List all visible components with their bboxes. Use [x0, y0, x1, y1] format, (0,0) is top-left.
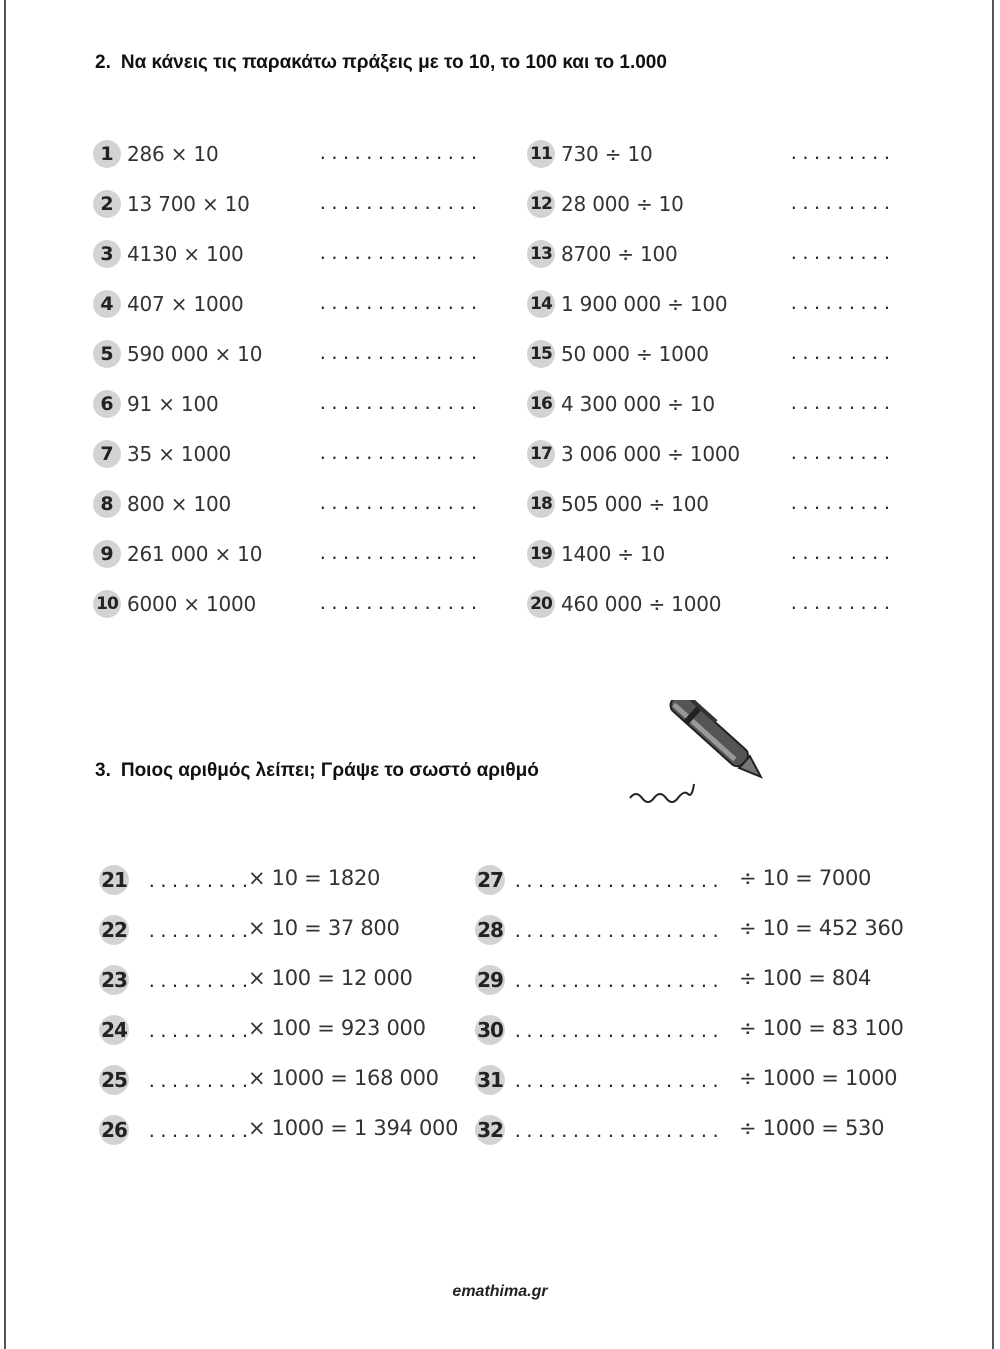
missing-number-row-31 — [475, 1064, 915, 1096]
exercise-number-badge: 26 — [99, 1115, 129, 1145]
answer-blank[interactable]: ......... — [789, 594, 894, 613]
answer-blank[interactable]: ......... — [789, 494, 894, 513]
exercise-number-badge: 23 — [99, 965, 129, 995]
exercise-number-badge: 18 — [527, 490, 555, 518]
equation-right-side: ÷ 10 = 452 360 — [739, 916, 904, 940]
exercise-row-2 — [93, 188, 493, 220]
missing-number-blank[interactable]: .................. — [513, 1022, 723, 1041]
exercise-expression: 460 000 ÷ 1000 — [561, 592, 722, 616]
missing-number-blank[interactable]: ......... — [147, 922, 252, 941]
exercise-expression: 4130 × 100 — [127, 242, 244, 266]
answer-blank[interactable]: .............. — [318, 144, 481, 163]
equation-right-side: × 10 = 1820 — [248, 866, 381, 890]
missing-number-row-23 — [99, 964, 469, 996]
exercise-number-badge: 21 — [99, 865, 129, 895]
exercise-number-badge: 2 — [93, 190, 121, 218]
missing-number-row-21 — [99, 864, 469, 896]
missing-number-blank[interactable]: .................. — [513, 872, 723, 891]
exercise-number-badge: 25 — [99, 1065, 129, 1095]
exercise-expression: 800 × 100 — [127, 492, 232, 516]
exercise-number-badge: 17 — [527, 440, 555, 468]
exercise-row-14 — [527, 288, 907, 320]
section-3-heading — [95, 760, 539, 782]
equation-right-side: × 1000 = 1 394 000 — [248, 1116, 459, 1140]
equation-right-side: × 100 = 923 000 — [248, 1016, 426, 1040]
exercise-row-3 — [93, 238, 493, 270]
exercise-number-badge: 15 — [527, 340, 555, 368]
exercise-number-badge: 4 — [93, 290, 121, 318]
missing-number-blank[interactable]: ......... — [147, 1022, 252, 1041]
exercise-expression: 730 ÷ 10 — [561, 142, 653, 166]
exercise-row-19 — [527, 538, 907, 570]
exercise-expression: 13 700 × 10 — [127, 192, 250, 216]
missing-number-blank[interactable]: ......... — [147, 972, 252, 991]
missing-number-row-22 — [99, 914, 469, 946]
answer-blank[interactable]: ......... — [789, 444, 894, 463]
exercise-number-badge: 7 — [93, 440, 121, 468]
missing-number-row-26 — [99, 1114, 469, 1146]
exercise-number-badge: 13 — [527, 240, 555, 268]
exercise-row-15 — [527, 338, 907, 370]
exercise-expression: 407 × 1000 — [127, 292, 244, 316]
answer-blank[interactable]: .............. — [318, 244, 481, 263]
equation-right-side: ÷ 10 = 7000 — [739, 866, 872, 890]
exercise-row-20 — [527, 588, 907, 620]
missing-number-blank[interactable]: .................. — [513, 1122, 723, 1141]
exercise-expression: 261 000 × 10 — [127, 542, 263, 566]
exercise-row-6 — [93, 388, 493, 420]
answer-blank[interactable]: .............. — [318, 394, 481, 413]
exercise-expression: 50 000 ÷ 1000 — [561, 342, 709, 366]
section-3-title: Ποιος αριθμός λείπει; Γράψε το σωστό αριθμό — [120, 760, 539, 781]
page-border-left — [4, 0, 6, 1349]
missing-number-blank[interactable]: ......... — [147, 872, 252, 891]
exercise-expression: 4 300 000 ÷ 10 — [561, 392, 715, 416]
exercise-expression: 505 000 ÷ 100 — [561, 492, 709, 516]
exercise-row-13 — [527, 238, 907, 270]
footer-site: emathima.gr — [452, 1283, 548, 1300]
missing-number-blank[interactable]: .................. — [513, 972, 723, 991]
answer-blank[interactable]: .............. — [318, 294, 481, 313]
answer-blank[interactable]: ......... — [789, 344, 894, 363]
exercise-number-badge: 5 — [93, 340, 121, 368]
exercise-number-badge: 28 — [475, 915, 505, 945]
exercise-number-badge: 31 — [475, 1065, 505, 1095]
exercise-expression: 6000 × 1000 — [127, 592, 257, 616]
exercise-row-9 — [93, 538, 493, 570]
exercise-row-16 — [527, 388, 907, 420]
exercise-number-badge: 16 — [527, 390, 555, 418]
exercise-expression: 1400 ÷ 10 — [561, 542, 666, 566]
answer-blank[interactable]: .............. — [318, 194, 481, 213]
missing-number-row-32 — [475, 1114, 915, 1146]
pen-icon — [625, 700, 775, 805]
exercise-number-badge: 22 — [99, 915, 129, 945]
missing-number-blank[interactable]: .................. — [513, 922, 723, 941]
exercise-number-badge: 11 — [527, 140, 555, 168]
answer-blank[interactable]: .............. — [318, 494, 481, 513]
answer-blank[interactable]: ......... — [789, 394, 894, 413]
exercise-number-badge: 10 — [93, 590, 121, 618]
missing-number-blank[interactable]: ......... — [147, 1122, 252, 1141]
exercise-row-17 — [527, 438, 907, 470]
missing-number-row-25 — [99, 1064, 469, 1096]
exercise-number-badge: 30 — [475, 1015, 505, 1045]
answer-blank[interactable]: ......... — [789, 294, 894, 313]
exercise-number-badge: 3 — [93, 240, 121, 268]
answer-blank[interactable]: ......... — [789, 144, 894, 163]
equation-right-side: ÷ 1000 = 1000 — [739, 1066, 898, 1090]
exercise-row-12 — [527, 188, 907, 220]
exercise-number-badge: 14 — [527, 290, 555, 318]
exercise-expression: 590 000 × 10 — [127, 342, 263, 366]
exercise-number-badge: 19 — [527, 540, 555, 568]
exercise-row-10 — [93, 588, 493, 620]
section-2-title: Να κάνεις τις παρακάτω πράξεις με το 10, το 100 και το 1.000 — [120, 52, 667, 73]
answer-blank[interactable]: ......... — [789, 544, 894, 563]
section-2-number: 2. — [95, 52, 111, 73]
exercise-expression: 35 × 1000 — [127, 442, 232, 466]
exercise-row-4 — [93, 288, 493, 320]
equation-right-side: ÷ 1000 = 530 — [739, 1116, 885, 1140]
missing-number-row-24 — [99, 1014, 469, 1046]
equation-right-side: ÷ 100 = 83 100 — [739, 1016, 904, 1040]
exercise-number-badge: 20 — [527, 590, 555, 618]
exercise-row-11 — [527, 138, 907, 170]
exercise-row-5 — [93, 338, 493, 370]
answer-blank[interactable]: .............. — [318, 544, 481, 563]
exercise-expression: 28 000 ÷ 10 — [561, 192, 684, 216]
exercise-row-8 — [93, 488, 493, 520]
missing-number-row-28 — [475, 914, 915, 946]
missing-number-blank[interactable]: ......... — [147, 1072, 252, 1091]
equation-right-side: × 100 = 12 000 — [248, 966, 413, 990]
section-3-number: 3. — [95, 760, 111, 781]
exercise-number-badge: 29 — [475, 965, 505, 995]
equation-right-side: ÷ 100 = 804 — [739, 966, 872, 990]
exercise-row-1 — [93, 138, 493, 170]
equation-right-side: × 1000 = 168 000 — [248, 1066, 439, 1090]
exercise-number-badge: 24 — [99, 1015, 129, 1045]
exercise-row-18 — [527, 488, 907, 520]
missing-number-row-29 — [475, 964, 915, 996]
answer-blank[interactable]: .............. — [318, 444, 481, 463]
exercise-expression: 286 × 10 — [127, 142, 219, 166]
exercise-row-7 — [93, 438, 493, 470]
answer-blank[interactable]: .............. — [318, 344, 481, 363]
exercise-number-badge: 9 — [93, 540, 121, 568]
answer-blank[interactable]: ......... — [789, 194, 894, 213]
exercise-number-badge: 6 — [93, 390, 121, 418]
section-2-heading — [95, 52, 667, 74]
exercise-number-badge: 1 — [93, 140, 121, 168]
page-border-right — [992, 0, 994, 1349]
answer-blank[interactable]: ......... — [789, 244, 894, 263]
exercise-number-badge: 32 — [475, 1115, 505, 1145]
exercise-expression: 3 006 000 ÷ 1000 — [561, 442, 740, 466]
exercise-number-badge: 12 — [527, 190, 555, 218]
missing-number-row-30 — [475, 1014, 915, 1046]
missing-number-blank[interactable]: .................. — [513, 1072, 723, 1091]
exercise-number-badge: 27 — [475, 865, 505, 895]
exercise-number-badge: 8 — [93, 490, 121, 518]
equation-right-side: × 10 = 37 800 — [248, 916, 400, 940]
answer-blank[interactable]: .............. — [318, 594, 481, 613]
exercise-expression: 8700 ÷ 100 — [561, 242, 678, 266]
exercise-expression: 1 900 000 ÷ 100 — [561, 292, 728, 316]
missing-number-row-27 — [475, 864, 915, 896]
exercise-expression: 91 × 100 — [127, 392, 219, 416]
